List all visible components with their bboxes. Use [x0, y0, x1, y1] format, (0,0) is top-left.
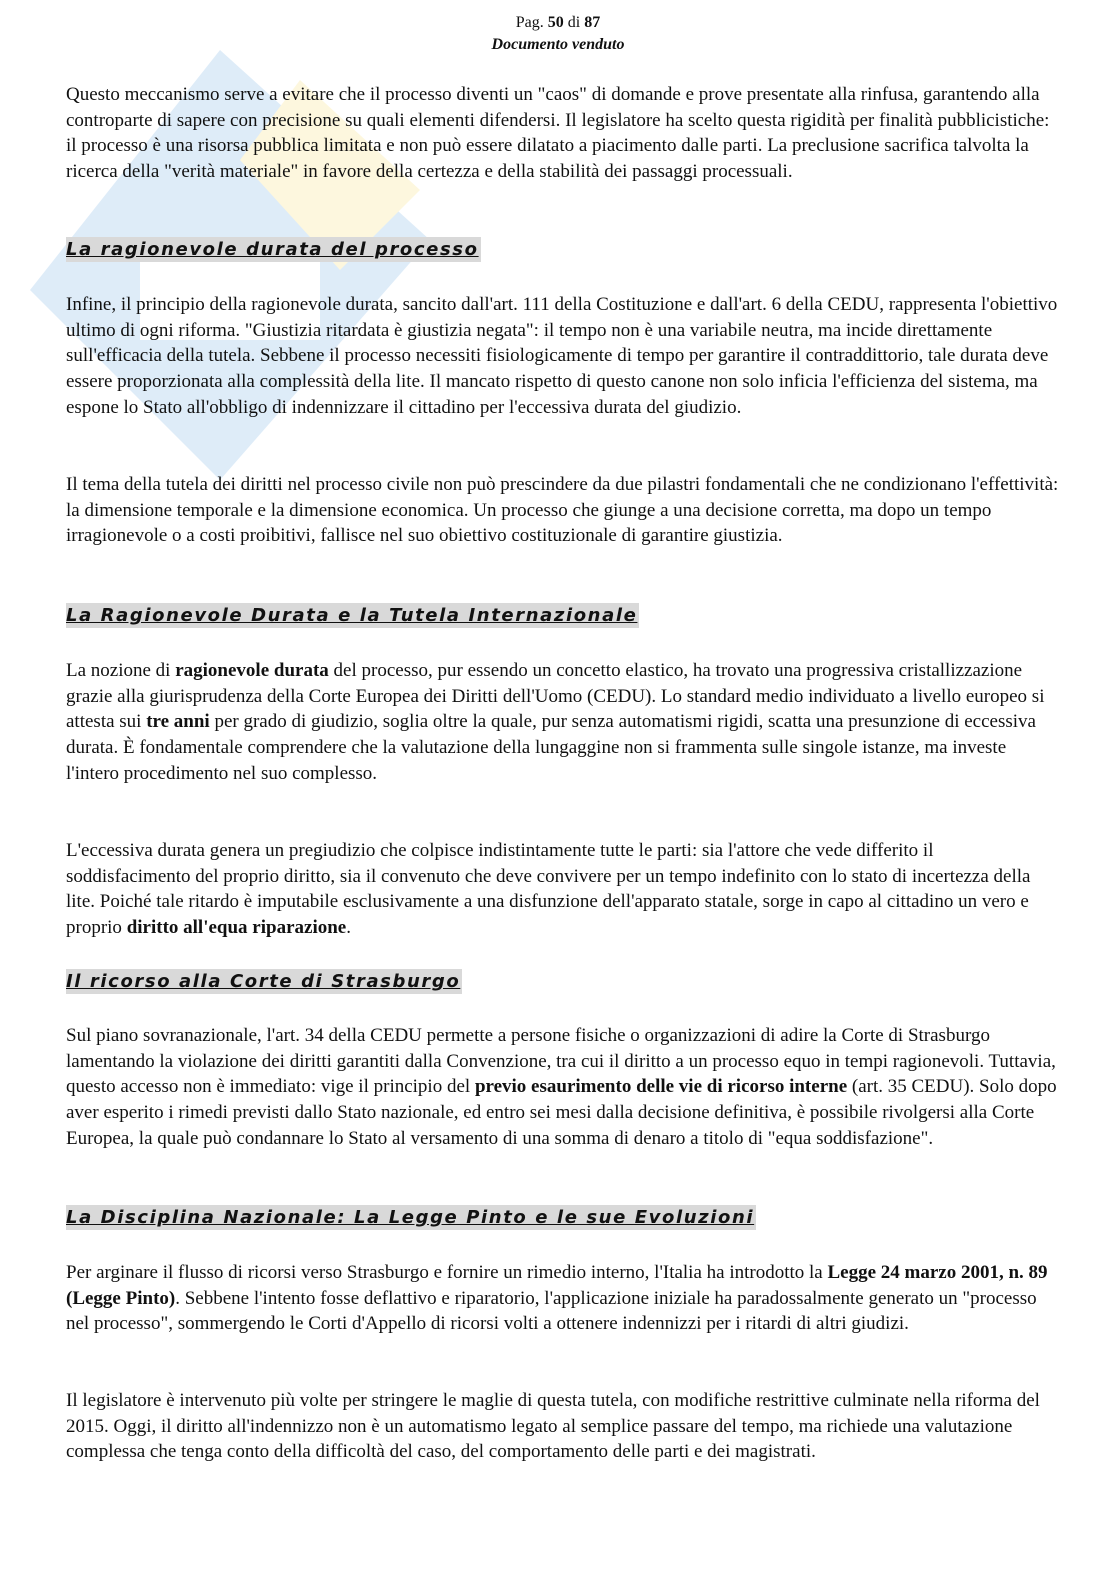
- paragraph: [66, 82, 1061, 185]
- section-heading: La ragionevole durata del processo: [66, 239, 479, 260]
- paragraph: [66, 292, 1061, 421]
- text-run: L'eccessiva durata genera un pregiudizio che colpisce indistintamente tutte le parti: sia l'attore che vede differito il soddisfacimento del proprio diritto, sia il convenuto che deve convivere per un tempo indefinito con lo stato di incertezza della lite. Poiché tale ritardo è imputabile esclusivamente a una disfunzione dell'apparato statale, sorge in capo al cittadino un vero e proprio: [66, 840, 1031, 939]
- text-run: Infine, il principio della ragionevole durata, sancito dall'art. 111 della Costituzione e dall'art. 6 della CEDU, rappresenta l'obiettivo ultimo di ogni riforma. "Giustizia ritardata è giustizia negata": il tempo non è una variabile neutra, ma incide direttamente sull'efficacia della tutela. Sebbene il processo necessiti fisiologicamente di tempo per garantire il contraddittorio, tale durata deve essere proporzionata alla complessità della lite. Il mancato rispetto di questo canone non solo inficia l'efficienza del sistema, ma espone lo Stato all'obbligo di indennizzare il cittadino per l'eccessiva durata del giudizio.: [66, 294, 1058, 418]
- section-heading: La Ragionevole Durata e la Tutela Internazionale: [66, 605, 638, 626]
- text-run: . Sebbene l'intento fosse deflattivo e riparatorio, l'applicazione iniziale ha paradossalmente generato un "processo nel processo", sommergendo le Corti d'Appello di ricorsi volti a ottenere indennizzi per i ritardi di altri giudizi.: [66, 1287, 1037, 1335]
- text-run: .: [346, 917, 351, 939]
- text-run: Per arginare il flusso di ricorsi verso Strasburgo e fornire un rimedio interno, l'Italia ha introdotto la: [66, 1262, 828, 1283]
- paragraph: [66, 1388, 1061, 1465]
- bold-text: ragionevole durata: [175, 660, 329, 681]
- section-heading: La Disciplina Nazionale: La Legge Pinto e le sue Evoluzioni: [66, 1207, 755, 1228]
- text-run: Il legislatore è intervenuto più volte per stringere le maglie di questa tutela, con modifiche restrittive culminate nella riforma del 2015. Oggi, il diritto all'indennizzo non è un automatismo legato al semplice passare del tempo, ma richiede una valutazione complessa che tenga conto della difficoltà del caso, del comportamento delle parti e dei magistrati.: [66, 1390, 1040, 1463]
- text-run: Sul piano sovranazionale, l'art. 34 della CEDU permette a persone fisiche o organizzazioni di adire la Corte di Strasburgo lamentando la violazione dei diritti garantiti dalla Convenzione, tra cui il diritto a un processo equo in tempi ragionevoli. Tuttavia, questo accesso non è immediato: vige il principio del: [66, 1025, 1056, 1098]
- text-run: Il tema della tutela dei diritti nel processo civile non può prescindere da due pilastri fondamentali che ne condizionano l'effettività: la dimensione temporale e la dimensione economica. Un processo che giunge a una decisione corretta, ma dopo un tempo irragionevole o a costi proibitivi, fallisce nel suo obiettivo costituzionale di garantire giustizia.: [66, 474, 1059, 547]
- text-run: Questo meccanismo serve a evitare che il processo diventi un "caos" di domande e prove presentate alla rinfusa, garantendo alla controparte di sapere con precisione su quali elementi difendersi. Il legislatore ha scelto questa rigidità per finalità pubblicistiche: il processo è una risorsa pubblica limitata e non può essere dilatato a piacimento dalle parti. La preclusione sacrifica talvolta la ricerca della "verità materiale" in favore della certezza e della stabilità dei passaggi processuali.: [66, 84, 1050, 183]
- bold-text: diritto all'equa riparazione: [126, 917, 347, 939]
- text-run: per grado di giudizio, soglia oltre la quale, pur senza automatismi rigidi, scatta una presunzione di eccessiva durata. È fondamentale comprendere che la valutazione della lungaggine non si frammenta sulle singole istanze, ma investe l'intero procedimento nel suo complesso.: [66, 711, 1036, 784]
- page-number: Pag. 50 di 87: [515, 14, 601, 31]
- section-heading: Il ricorso alla Corte di Strasburgo: [66, 971, 461, 992]
- bold-text: previo esaurimento delle vie di ricorso interne: [474, 1076, 848, 1098]
- paragraph: [66, 1260, 1061, 1337]
- bold-text: tre anni: [146, 711, 210, 733]
- text-run: La nozione di: [66, 660, 176, 681]
- bold-text: Legge 24 marzo 2001, n. 89 (Legge Pinto): [66, 1262, 1048, 1309]
- paragraph: [66, 838, 1061, 941]
- paragraph: [66, 472, 1061, 549]
- text-run: (art. 35 CEDU). Solo dopo aver esperito i rimedi previsti dallo Stato nazionale, ed entro sei mesi dalla decisione definitiva, è possibile rivolgersi alla Corte Europea, la quale può condannare lo Stato al versamento di una somma di denaro a titolo di "equa soddisfazione".: [66, 1076, 1057, 1149]
- paragraph: [66, 658, 1061, 787]
- paragraph: [66, 1023, 1061, 1152]
- text-run: del processo, pur essendo un concetto elastico, ha trovato una progressiva cristallizzazione grazie alla giurisprudenza della Corte Europea dei Diritti dell'Uomo (CEDU). Lo standard medio individuato a livello europeo si attesta sui: [66, 660, 1045, 733]
- document-subtitle: Documento venduto: [491, 36, 625, 53]
